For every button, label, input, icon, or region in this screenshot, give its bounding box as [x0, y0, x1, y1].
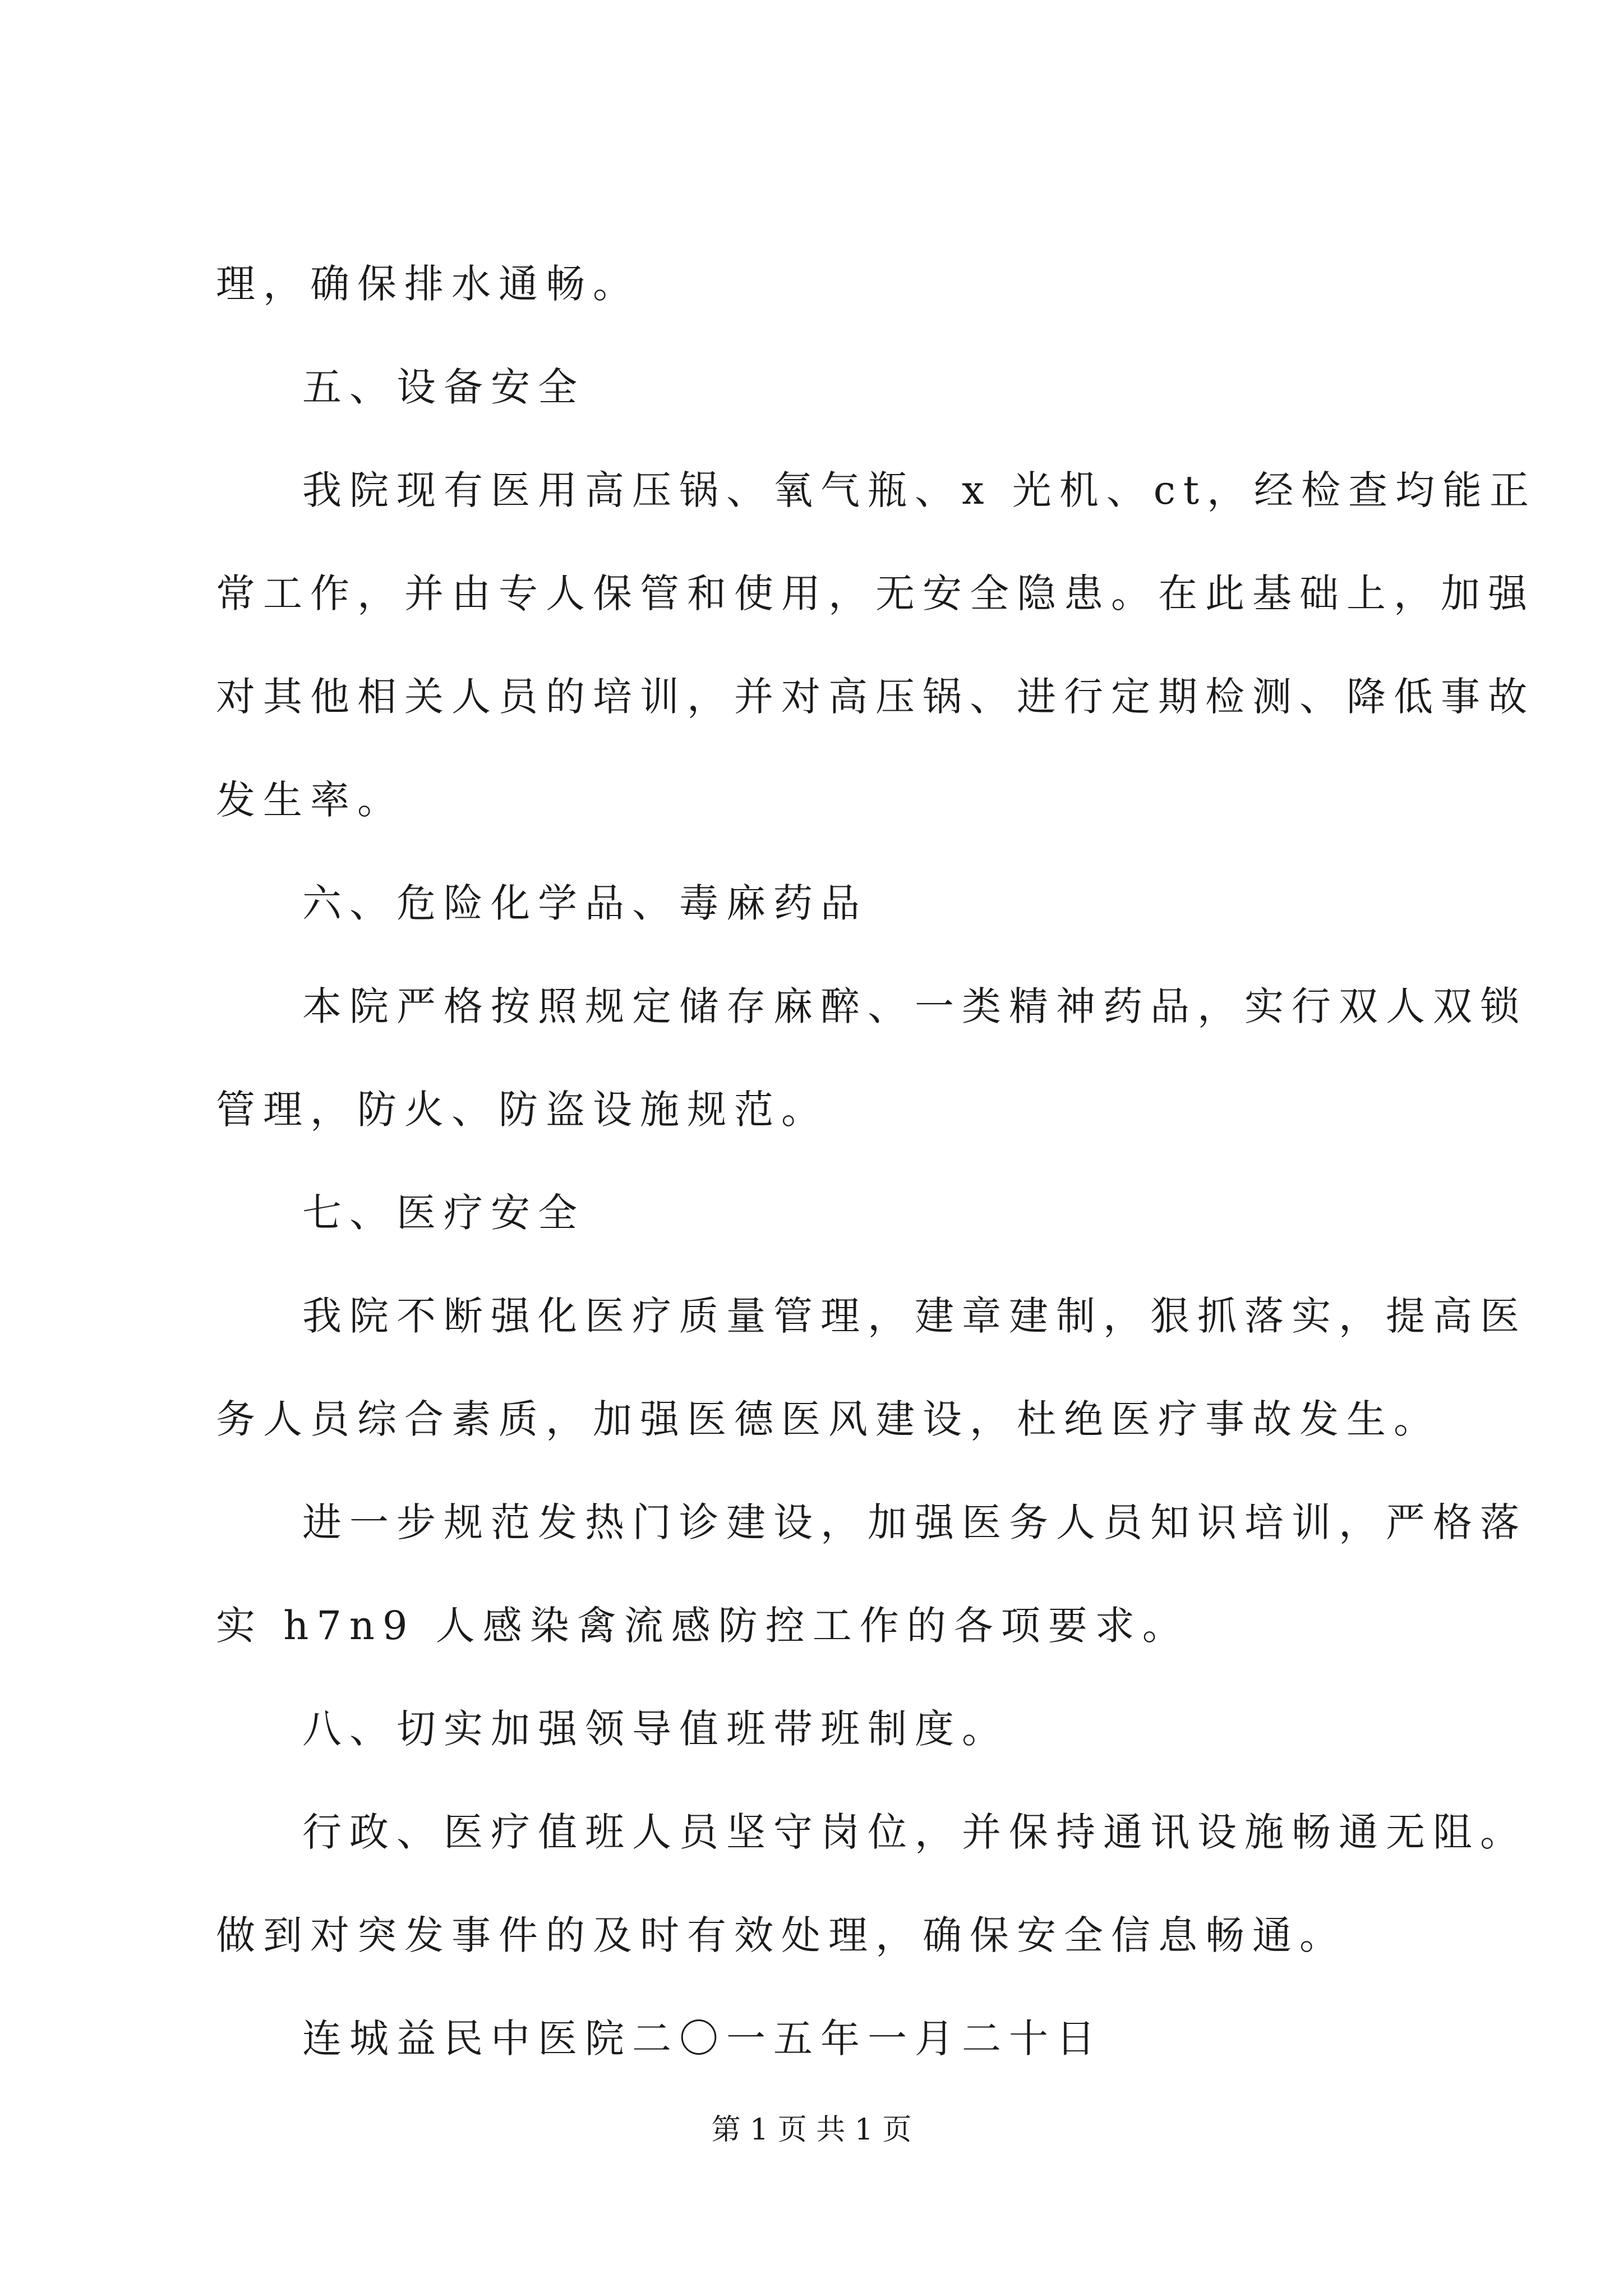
text-line: 我院不断强化医疗质量管理，建章建制，狠抓落实，提高医	[302, 1293, 1527, 1339]
text-line: 对其他相关人员的培训，并对高压锅、进行定期检测、降低事故	[216, 674, 1535, 720]
text-line: 行政、医疗值班人员坚守岗位，并保持通讯设施畅通无阻。	[302, 1809, 1527, 1855]
text-line: 常工作，并由专人保管和使用，无安全隐患。在此基础上，加强	[216, 570, 1535, 616]
text-line: 发生率。	[216, 777, 404, 823]
text-line: 管理，防火、防盗设施规范。	[216, 1087, 828, 1133]
text-line: 务人员综合素质，加强医德医风建设，杜绝医疗事故发生。	[216, 1396, 1441, 1442]
text-line: 本院严格按照规定储存麻醉、一类精神药品，实行双人双锁	[302, 983, 1527, 1029]
section-heading-medical-safety: 七、医疗安全	[302, 1190, 585, 1236]
page-footer: 第 1 页 共 1 页	[711, 2113, 912, 2147]
text-line: 理，确保排水通畅。	[216, 261, 640, 307]
text-line: 实 h7n9 人感染禽流感防控工作的各项要求。	[216, 1603, 1189, 1649]
document-body	[216, 258, 1537, 2116]
section-heading-equipment-safety: 五、设备安全	[302, 364, 585, 410]
text-line: 进一步规范发热门诊建设，加强医务人员知识培训，严格落	[302, 1499, 1527, 1545]
text-line: 我院现有医用高压锅、氧气瓶、x 光机、ct，经检查均能正	[302, 467, 1537, 513]
section-heading-duty-system: 八、切实加强领导值班带班制度。	[302, 1706, 1009, 1752]
signature-date-line: 连城益民中医院二〇一五年一月二十日	[302, 2016, 1103, 2062]
section-heading-hazardous-chemicals: 六、危险化学品、毒麻药品	[302, 880, 868, 926]
text-line: 做到对突发事件的及时有效处理，确保安全信息畅通。	[216, 1912, 1347, 1958]
